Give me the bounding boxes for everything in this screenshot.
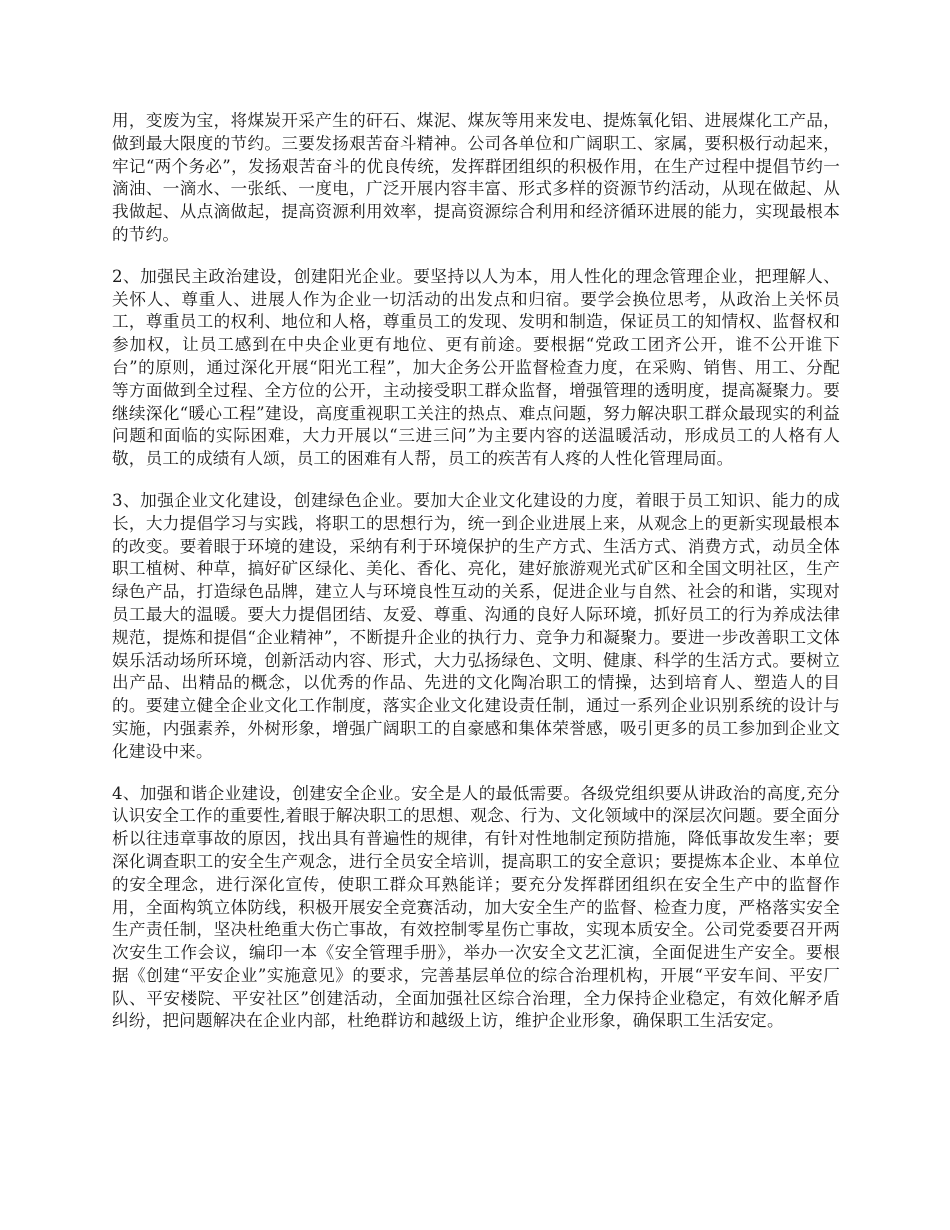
paragraph-resource-saving: 用，变废为宝，将煤炭开采产生的矸石、煤泥、煤灰等用来发电、提炼氧化铝、进展煤化工产品，做到最大限度的节约。三要发扬艰苦奋斗精神。公司各单位和广阔职工、家属，要积极行动起来，牢记“两个务必”，发扬艰苦奋斗的优良传统，发挥群团组织的积极作用，在生产过程中提倡节约一滴油、一滴水、一张纸、一度电，广泛开展内容丰富、形式多样的资源节约活动，从现在做起、从我做起、从点滴做起，提高资源利用效率，提高资源综合利用和经济循环进展的能力，实现最根本的节约。 (112, 111, 840, 244)
document-page (112, 110, 840, 1052)
paragraph-sunshine-enterprise: 2、加强民主政治建设，创建阳光企业。要坚持以人为本，用人性化的理念管理企业，把理解人、关怀人、尊重人、进展人作为企业一切活动的出发点和归宿。要学会换位思考，从政治上关怀员工，尊重员工的权利、地位和人格，尊重员工的发现、发明和制造，保证员工的知情权、监督权和参加权，让员工感到在中央企业更有地位、更有前途。要根据“党政工团齐公开，谁不公开谁下台”的原则，通过深化开展“阳光工程”，加大企务公开监督检查力度，在采购、销售、用工、分配等方面做到全过程、全方位的公开，主动接受职工群众监督，增强管理的透明度，提高凝聚力。要继续深化“暖心工程”建设，高度重视职工关注的热点、难点问题，努力解决职工群众最现实的利益问题和面临的实际困难，大力开展以“三进三问”为主要内容的送温暖活动，形成员工的人格有人敬，员工的成绩有人颂，员工的困难有人帮，员工的疾苦有人疼的人性化管理局面。 (112, 266, 840, 469)
paragraph-safe-enterprise: 4、加强和谐企业建设，创建安全企业。安全是人的最低需要。各级党组织要从讲政治的高度,充分认识安全工作的重要性,着眼于解决职工的思想、观念、行为、文化领域中的深层次问题。要全面分析以往违章事故的原因，找出具有普遍性的规律，有针对性地制定预防措施，降低事故发生率；要深化调查职工的安全生产观念，进行全员安全培训，提高职工的安全意识；要提炼本企业、本单位的安全理念，进行深化宣传，使职工群众耳熟能详；要充分发挥群团组织在安全生产中的监督作用，全面构筑立体防线，积极开展安全竞赛活动，加大安全生产的监督、检查力度，严格落实安全生产责任制，坚决杜绝重大伤亡事故，有效控制零星伤亡事故，实现本质安全。公司党委要召开两次安生工作会议，编印一本《安全管理手册》，举办一次安全文艺汇演，全面促进生产安全。要根据《创建“平安企业”实施意见》的要求，完善基层单位的综合治理机构，开展“平安车间、平安厂队、平安楼院、平安社区”创建活动，全面加强社区综合治理，全力保持企业稳定，有效化解矛盾纠纷，把问题解决在企业内部，杜绝群访和越级上访，维护企业形象，确保职工生活安定。 (112, 783, 840, 1031)
paragraph-green-enterprise: 3、加强企业文化建设，创建绿色企业。要加大企业文化建设的力度，着眼于员工知识、能力的成长，大力提倡学习与实践，将职工的思想行为，统一到企业进展上来，从观念上的更新实现最根本的改变。要着眼于环境的建设，采纳有利于环境保护的生产方式、生活方式、消费方式，动员全体职工植树、种草，搞好矿区绿化、美化、香化、亮化，建好旅游观光式矿区和全国文明社区，生产绿色产品，打造绿色品牌，建立人与环境良性互动的关系，促进企业与自然、社会的和谐，实现对员工最大的温暖。要大力提倡团结、友爱、尊重、沟通的良好人际环境，抓好员工的行为养成法律规范，提炼和提倡“企业精神”，不断提升企业的执行力、竞争力和凝聚力。要进一步改善职工文体娱乐活动场所环境，创新活动内容、形式，大力弘扬绿色、文明、健康、科学的生活方式。要树立出产品、出精品的概念，以优秀的作品、先进的文化陶冶职工的情操，达到培育人、塑造人的目的。要建立健全企业文化工作制度，落实企业文化建设责任制，通过一系列企业识别系统的设计与实施，内强素养，外树形象，增强广阔职工的自豪感和集体荣誉感，吸引更多的员工参加到企业文化建设中来。 (112, 490, 840, 761)
